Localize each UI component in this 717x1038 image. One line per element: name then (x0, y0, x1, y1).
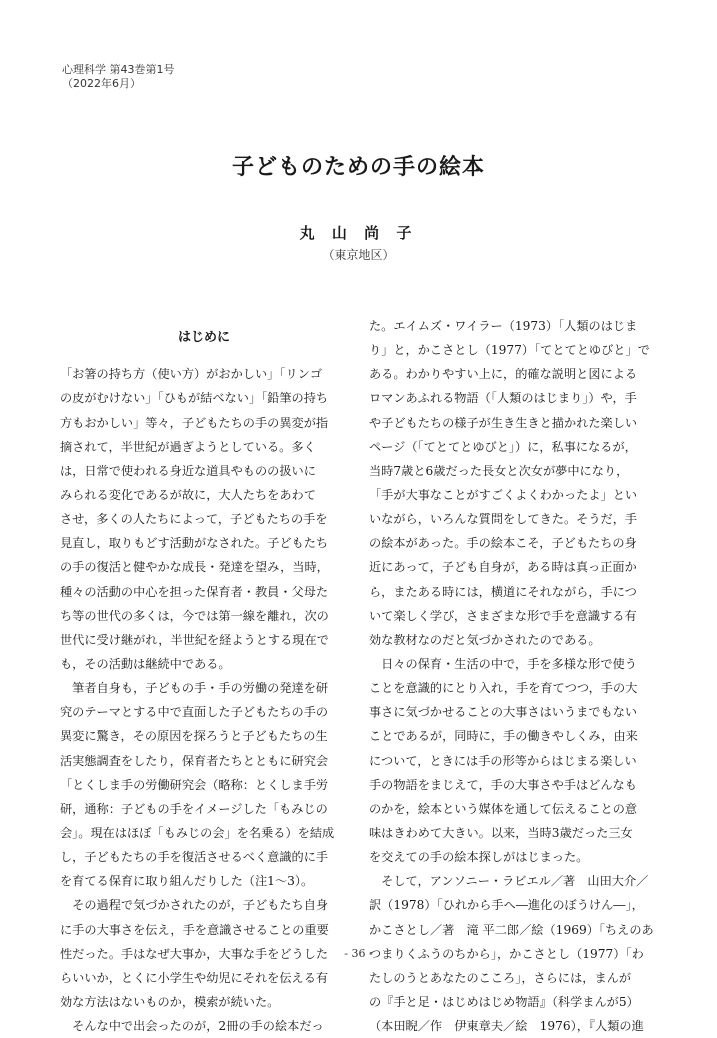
text-line: を育てる保育に取り組んだりした（注1〜3）。 (60, 874, 314, 889)
text-line: かこさとし／著 滝 平二郎／絵（1969）「ちえのあ (369, 922, 654, 937)
text-line: は，日常で使われる身近な道具やものの扱いに (60, 463, 316, 478)
text-line: の絵本があった。手の絵本こそ，子どもたちの身 (369, 536, 637, 551)
text-line: の手の復活と健やかな成長・発達を望み，当時， (60, 560, 329, 575)
text-line: 効な方法はないものか，模索が続いた。 (60, 994, 280, 1009)
text-line: ある。わかりやすい上に，的確な説明と図による (369, 367, 638, 382)
text-line: ロマンあふれる物語（「人類のはじまり」）や，手 (369, 391, 637, 406)
left-column-body (60, 362, 348, 1038)
page-number: - 36 - (344, 947, 373, 960)
text-line: 事さに気づかせることの大事さはいうまでもない (369, 705, 638, 720)
text-line: 筆者自身も，子どもの手・手の労働の発達を研 (60, 681, 329, 696)
author-affiliation: （東京地区） (322, 248, 395, 262)
text-line: 会」。現在はほぼ「もみじの会」を名乗る）を結成 (60, 825, 335, 840)
text-line: ページ（「てとてとゆびと」）に，私事になるが， (369, 439, 637, 454)
text-line: 手の物語をまじえて，手の大事さや手はどんなも (369, 777, 637, 792)
text-line: 味はきわめて大きい。以来，当時3歳だった三女 (369, 825, 633, 840)
text-line: の皮がむけない」「ひもが結べない」「鉛筆の持ち (60, 391, 329, 406)
text-line: （本田睨／作 伊東章夫／絵 1976），『人類の進 (369, 1019, 644, 1034)
text-line: させ，多くの人たちによって，子どもたちの手を (60, 512, 328, 527)
text-line: ら，またある時には，横道にそれながら，手につ (369, 584, 637, 599)
text-line: いて楽しく学び，さまざまな形で手を意識する有 (369, 608, 637, 623)
right-column-body (369, 314, 657, 1038)
section-heading: はじめに (177, 330, 230, 345)
text-line: そして，アンソニー・ラビエル／著 山田大介／ (369, 874, 649, 889)
text-line: つまりくふうのちから」，かこさとし（1977）「わ (369, 946, 644, 961)
journal-info (62, 63, 175, 91)
text-line: 日々の保育・生活の中で，手を多様な形で使う (369, 656, 637, 671)
journal-date: （2022年6月） (62, 77, 141, 90)
text-line: の『手と足・はじめはじめ物語』（科学まんが5） (369, 994, 639, 1009)
text-line: その過程で気づかされたのが，子どもたち自身 (60, 898, 329, 913)
text-line: 近にあって，子ども自身が，ある時は真っ正面か (369, 560, 637, 575)
text-line: に手の大事さを伝え，手を意識させることの重要 (60, 922, 329, 937)
text-line: らいいか，とくに小学生や幼児にそれを伝える有 (60, 970, 329, 985)
text-line: 当時7歳と6歳だった長女と次女が夢中になり， (369, 463, 629, 478)
left-column (60, 314, 348, 1038)
text-line: 訳（1978）「ひれから手へ―進化のぼうけん―」， (369, 898, 644, 913)
text-line: たしのうとあなたのこころ」，さらには，まんが (369, 970, 632, 985)
text-line: のかを，絵本という媒体を通して伝えることの意 (369, 801, 638, 816)
text-line: 効な教材なのだと気づかされたのである。 (369, 632, 601, 647)
text-line: 活実態調査をしたり，保育者たちとともに研究会 (60, 753, 329, 768)
right-column (369, 314, 657, 1038)
text-line: 種々の活動の中心を担った保育者・教員・父母た (60, 584, 329, 599)
text-line: 「お箸の持ち方（使い方）がおかしい」「リンゴ (60, 367, 323, 382)
article-title: 子どものための手の絵本 (231, 154, 485, 180)
text-line: 世代に受け継がれ，半世紀を経ようとする現在で (60, 632, 329, 647)
text-line: いながら，いろんな質問をしてきた。そうだ，手 (369, 512, 638, 527)
text-line: 方もおかしい」等々，子どもたちの手の異変が指 (60, 415, 329, 430)
text-line: も，その活動は継続中である。 (60, 656, 231, 671)
text-line: た。エイムズ・ワイラー（1973）「人類のはじま (369, 319, 638, 333)
text-line: や子どもたちの様子が生き生きと描かれた楽しい (369, 415, 638, 430)
text-line: 究のテーマとする中で直面した子どもたちの手の (60, 705, 329, 720)
text-line: 「とくしま手の労働研究会（略称：とくしま手労 (60, 777, 329, 792)
journal-volume: 心理科学 第43巻第1号 (62, 63, 175, 76)
text-line: し，子どもたちの手を復活させるべく意識的に手 (60, 850, 329, 865)
text-line: について，ときには手の形等からはじまる楽しい (369, 753, 637, 768)
text-line: ち等の世代の多くは，今では第一線を離れ，次の (60, 608, 329, 623)
text-line: 異変に驚き，その原因を探ろうと子どもたちの生 (60, 729, 328, 744)
author-name: 丸 山 尚 子 (299, 224, 418, 242)
text-line: 摘されて，半世紀が過ぎようとしている。多く (60, 439, 316, 454)
text-line: 「手が大事なことがすごくよくわかったよ」とい (369, 487, 638, 502)
text-line: そんな中で出会ったのが，2冊の手の絵本だっ (60, 1019, 324, 1034)
text-line: 性だった。手はなぜ大事か，大事な手をどうした (60, 946, 329, 961)
text-line: ことを意識的にとり入れ，手を育てつつ，手の大 (369, 681, 638, 696)
text-line: を交えての手の絵本探しがはじまった。 (369, 850, 589, 865)
text-line: 見直し，取りもどす活動がなされた。子どもたち (60, 536, 329, 551)
text-line: 研，通称：子どもの手をイメージした「もみじの (60, 801, 328, 816)
text-line: り」と，かこさとし（1977）「てとてとゆびと」で (369, 343, 650, 358)
text-line: ことであるが，同時に，手の働きやしくみ，由来 (369, 729, 638, 744)
text-line: みられる変化であるが故に，大人たちをあわて (60, 488, 316, 502)
